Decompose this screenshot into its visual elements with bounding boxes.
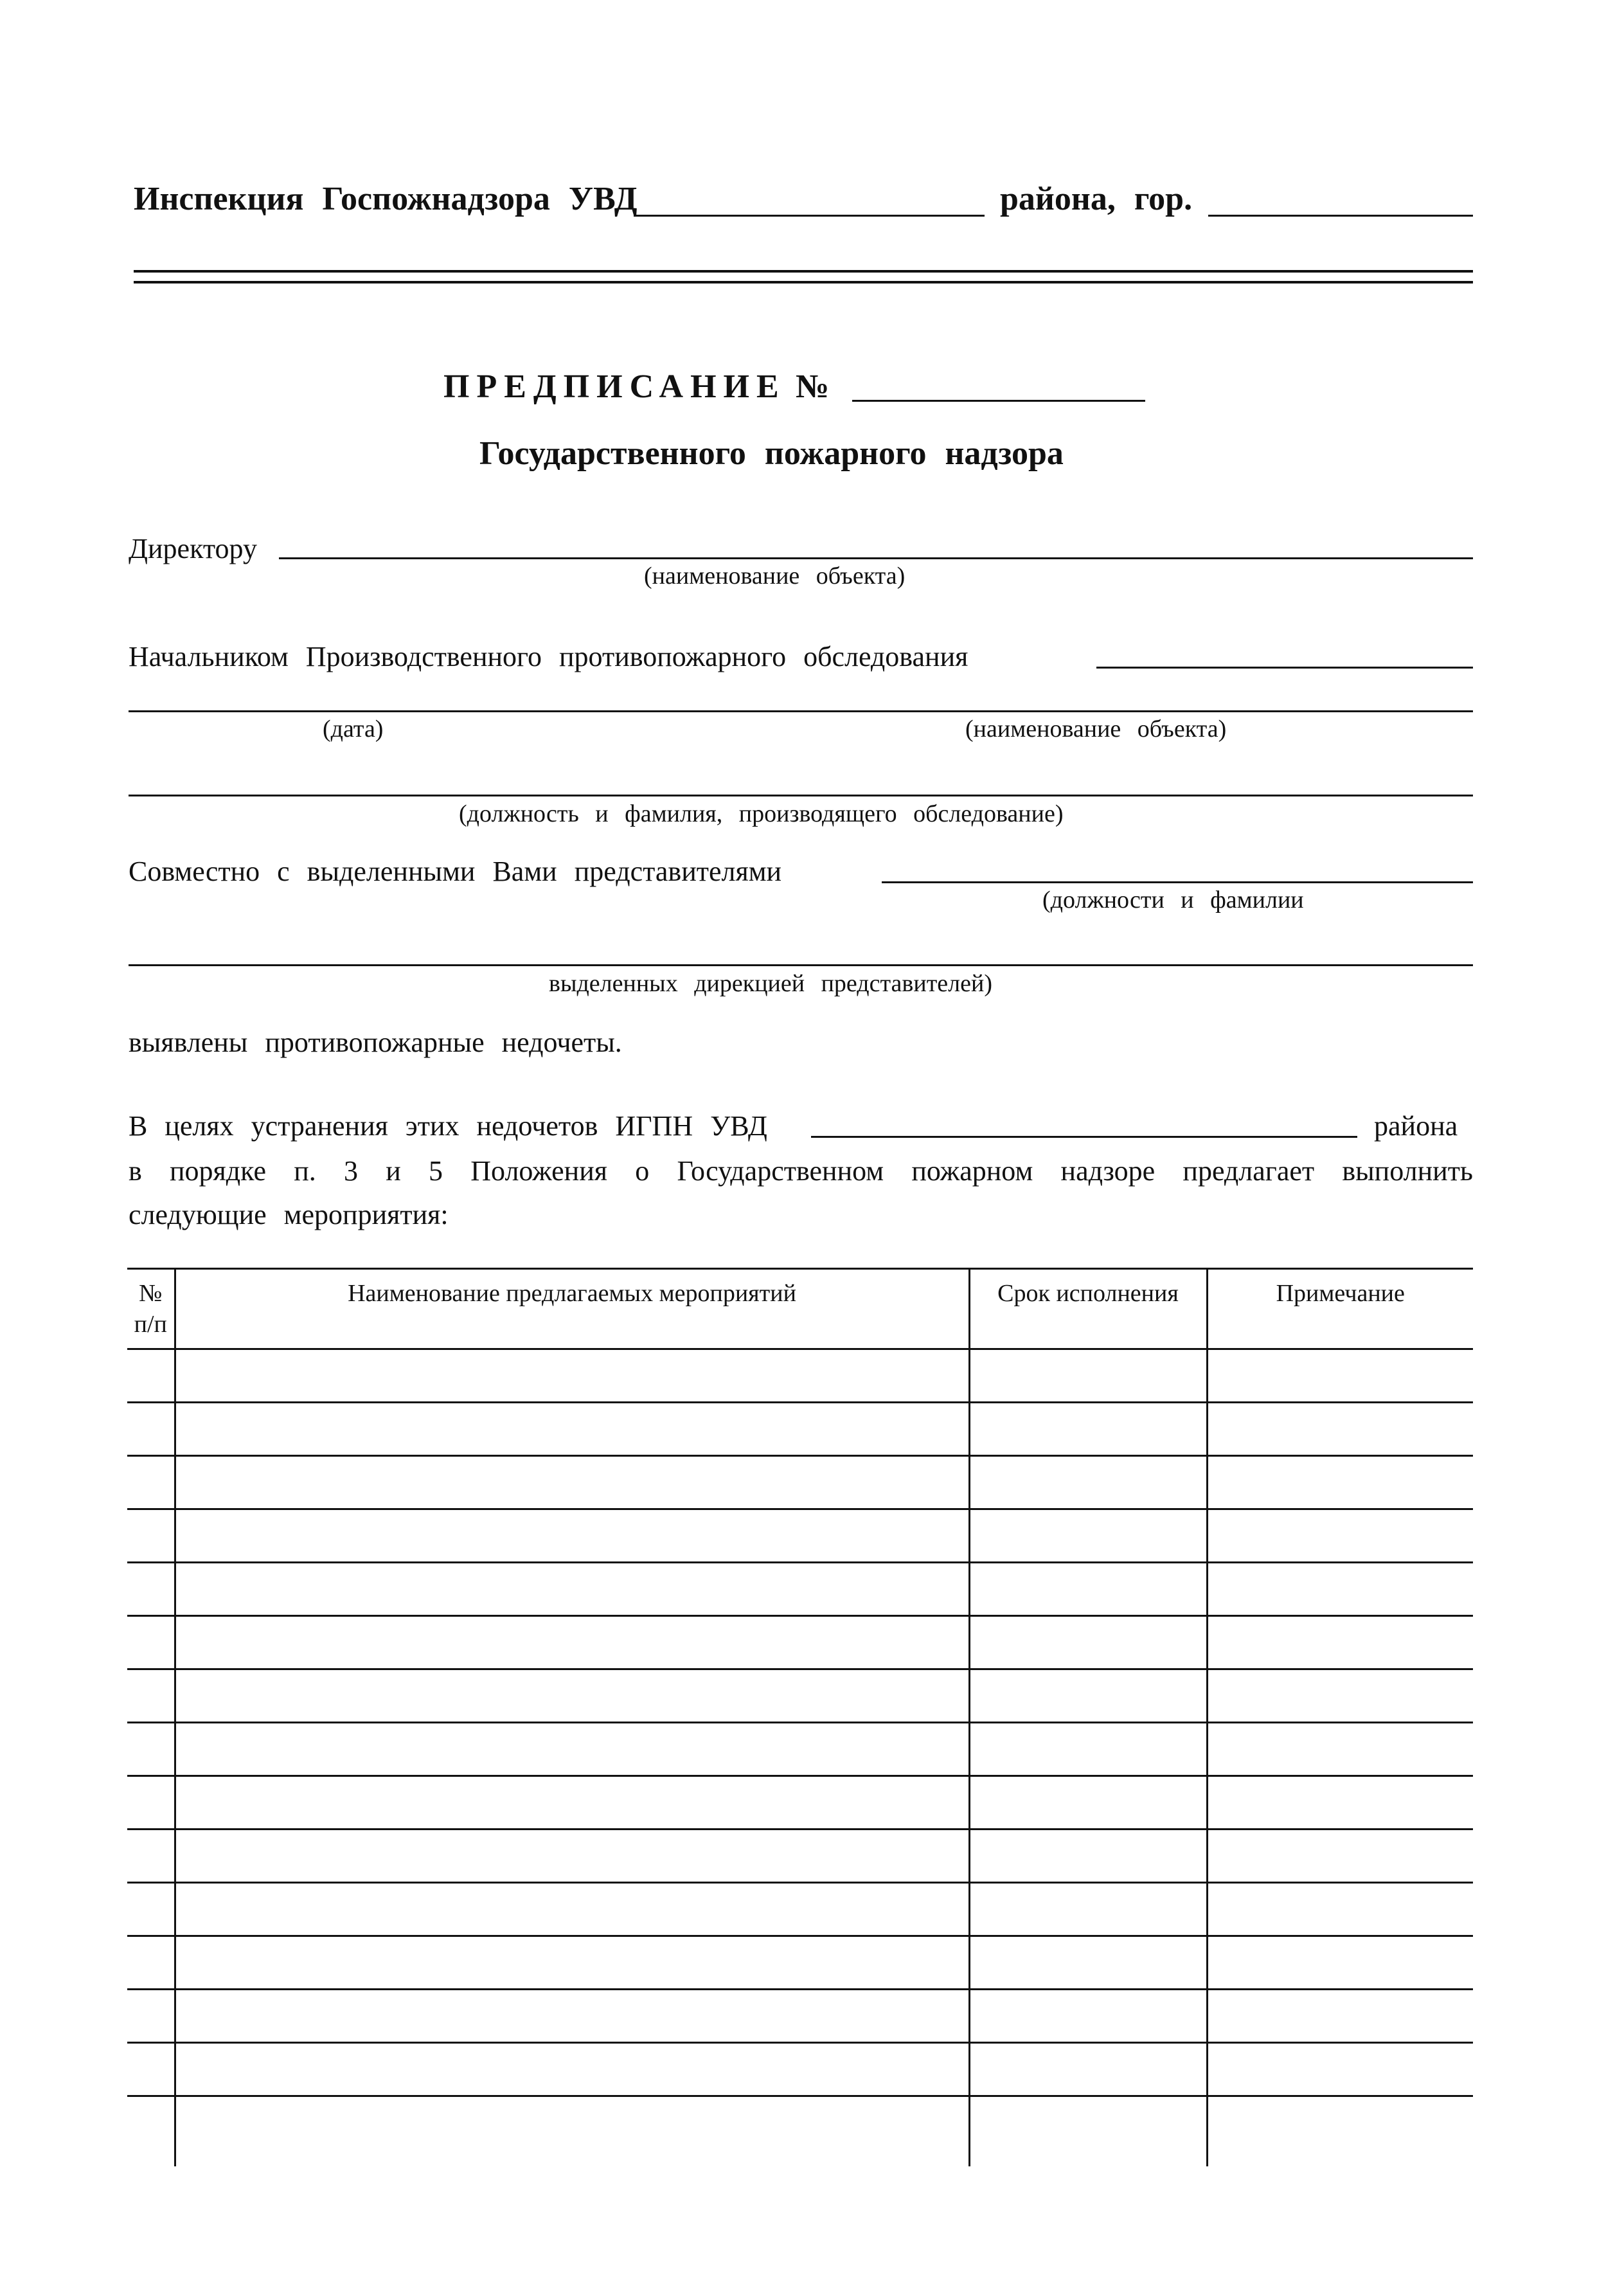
number-sign: № xyxy=(796,368,830,405)
table-row[interactable] xyxy=(127,1830,1473,1883)
district-blank xyxy=(634,215,985,217)
director-blank xyxy=(279,557,1473,559)
col-measures-header: Наименование предлагаемых мероприятий xyxy=(175,1269,969,1349)
col-number-sign: № xyxy=(139,1280,163,1307)
table-row[interactable] xyxy=(127,1936,1473,1990)
table-row[interactable] xyxy=(127,1509,1473,1563)
order-number-blank xyxy=(852,400,1145,402)
table-row[interactable] xyxy=(127,1349,1473,1403)
head-blank xyxy=(1096,667,1473,669)
col-deadline-header: Срок исполнения xyxy=(969,1269,1207,1349)
head-label: Начальником Производственного противопожарного обследования xyxy=(129,641,968,672)
table-row[interactable] xyxy=(127,2043,1473,2096)
table-row[interactable] xyxy=(127,1990,1473,2043)
director-label: Директору xyxy=(129,533,257,564)
purpose-district: района xyxy=(1374,1110,1458,1142)
purpose-prefix: В целях устранения этих недочетов ИГПН УВД xyxy=(129,1110,767,1142)
representatives-hint-1: (должности и фамилии xyxy=(1042,886,1304,913)
position-hint: (должность и фамилия, производящего обследование) xyxy=(459,800,1064,827)
col-number-header xyxy=(127,1269,175,1349)
city-blank xyxy=(1208,215,1473,217)
table-row[interactable] xyxy=(127,1723,1473,1776)
order-title: ПРЕДПИСАНИЕ xyxy=(443,368,786,405)
order-subtitle: Государственного пожарного надзора xyxy=(479,435,1064,472)
representatives-blank xyxy=(882,881,1473,883)
measures-table xyxy=(127,1268,1473,2166)
representatives-hint-2: выделенных дирекцией представителей) xyxy=(549,970,992,997)
object-name-hint: (наименование объекта) xyxy=(644,562,906,589)
findings-text: выявлены противопожарные недочеты. xyxy=(129,1027,622,1058)
table-row[interactable] xyxy=(127,1563,1473,1616)
table-row[interactable] xyxy=(127,1669,1473,1723)
inspection-label: Инспекция Госпожнадзора УВД xyxy=(134,181,638,217)
district-city-label: района, гор. xyxy=(1000,181,1193,217)
table-row[interactable] xyxy=(127,1883,1473,1936)
col-number-abbr: п/п xyxy=(134,1310,167,1338)
table-row[interactable] xyxy=(127,1403,1473,1456)
jointly-label: Совместно с выделенными Вами представителями xyxy=(129,856,782,887)
purpose-line-2: в порядке п. 3 и 5 Положения о Государственном пожарном надзоре предлагает выполнить xyxy=(129,1155,1473,1187)
position-blank xyxy=(129,795,1473,796)
table-row[interactable] xyxy=(127,1456,1473,1509)
col-note-header: Примечание xyxy=(1207,1269,1473,1349)
table-row[interactable] xyxy=(127,1776,1473,1830)
table-header-row xyxy=(127,1269,1473,1349)
header-double-rule xyxy=(134,270,1473,283)
representatives-blank-2 xyxy=(129,964,1473,966)
purpose-line-3: следующие мероприятия: xyxy=(129,1199,449,1230)
date-object-blank xyxy=(129,710,1473,712)
table-row[interactable] xyxy=(127,2096,1473,2167)
table-row[interactable] xyxy=(127,1616,1473,1669)
purpose-district-blank xyxy=(811,1136,1357,1138)
date-hint: (дата) xyxy=(323,715,384,742)
object-name-hint-2: (наименование объекта) xyxy=(965,715,1227,742)
